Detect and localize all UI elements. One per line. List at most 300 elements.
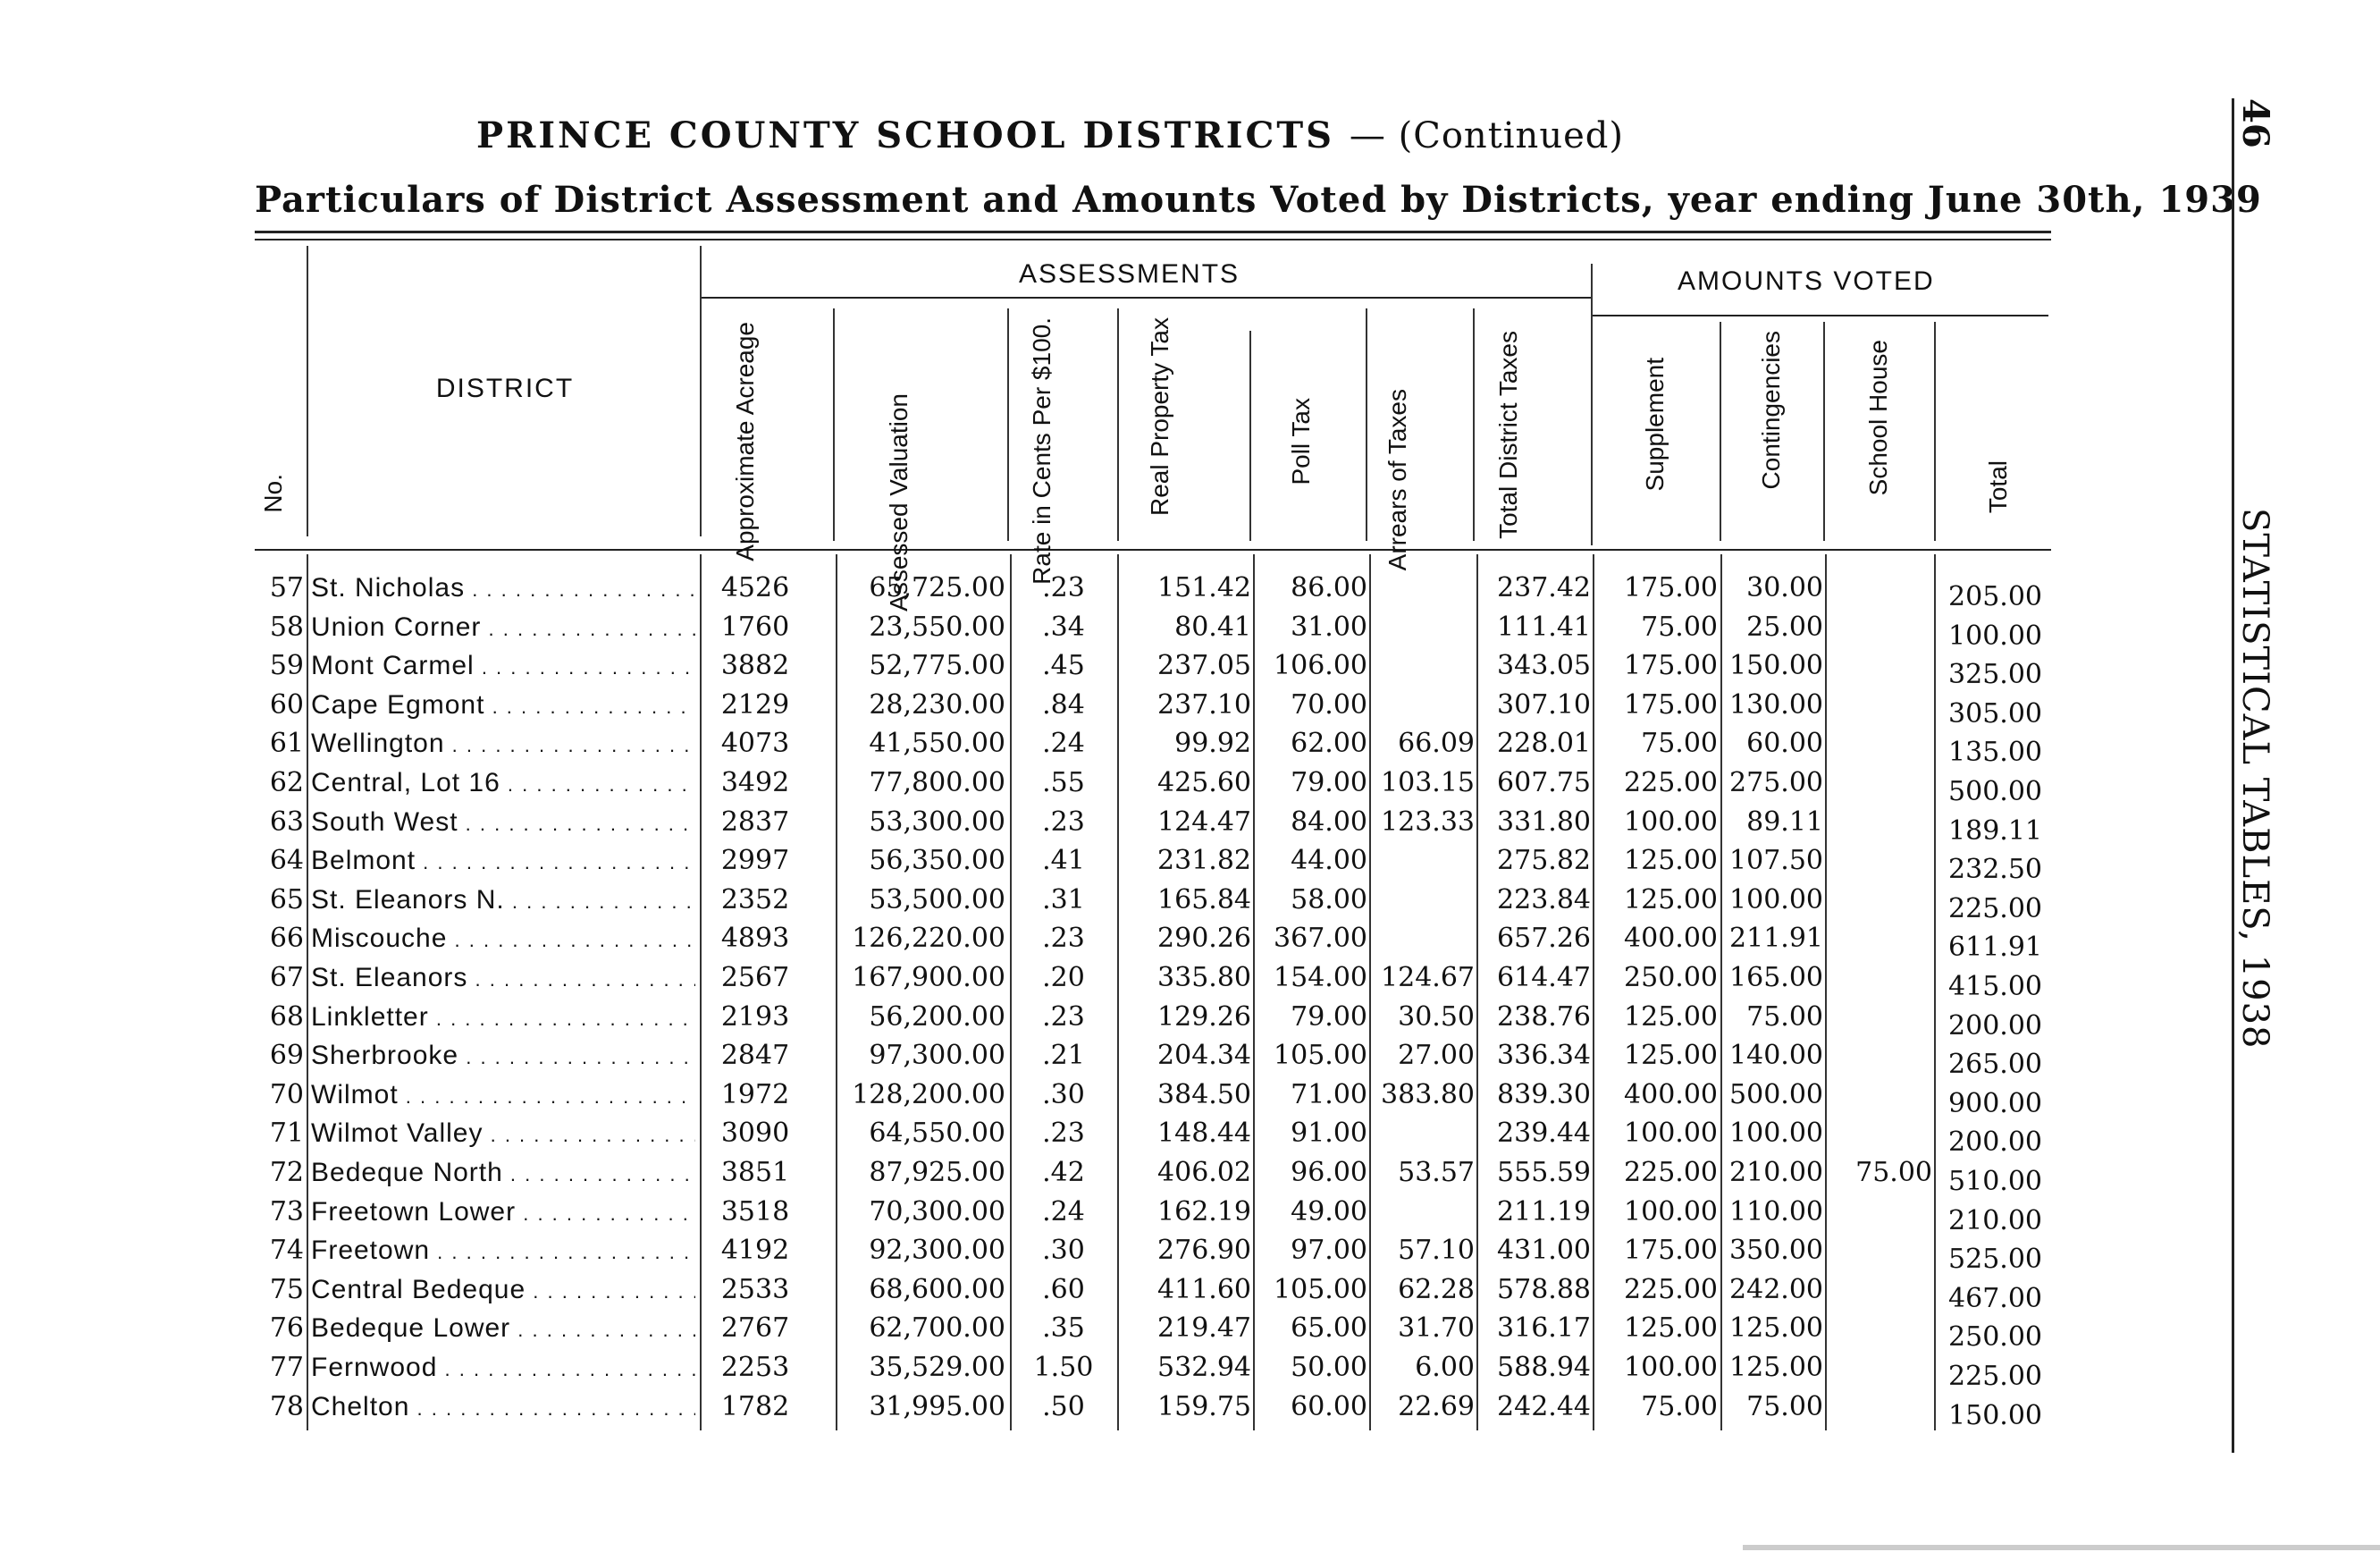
cell-real: 124.47: [1157, 806, 1251, 838]
cell-real: 384.50: [1157, 1078, 1251, 1110]
cell-supplement: 225.00: [1624, 767, 1718, 798]
cell-acreage: 3518: [720, 1195, 790, 1227]
cell-district: Central, Lot 16 . . .: [311, 763, 695, 805]
header-divider: [1591, 264, 1593, 545]
cell-valuation: 56,200.00: [869, 1000, 1005, 1033]
cell-total-taxes: 839.30: [1497, 1078, 1591, 1110]
cell-school-house: 75.00: [1855, 1157, 1932, 1188]
cell-poll: 44.00: [1291, 845, 1367, 877]
supplement-column-header: Supplement: [1641, 358, 1669, 492]
cell-poll: 70.00: [1291, 688, 1367, 721]
cell-contingencies: 75.00: [1746, 1390, 1823, 1422]
cell-district: Chelton . . .: [311, 1388, 695, 1429]
cell-valuation: 87,925.00: [869, 1157, 1005, 1188]
cell-supplement: 125.00: [1624, 883, 1718, 915]
cell-valuation: 41,550.00: [869, 728, 1005, 760]
cell-contingencies: 350.00: [1729, 1235, 1823, 1267]
cell-district: St. Nicholas . . .: [311, 569, 695, 610]
cell-total: 467.00: [1948, 1282, 2042, 1314]
cell-valuation: 128,200.00: [852, 1078, 1005, 1110]
cell-total: 510.00: [1948, 1166, 2042, 1197]
cell-no: 64: [269, 845, 304, 877]
cell-total: 611.91: [1948, 932, 2042, 964]
cell-valuation: 53,300.00: [869, 806, 1005, 838]
header-divider: [1007, 308, 1009, 541]
cell-total: 500.00: [1948, 776, 2042, 807]
page-subtitle: Particulars of District Assessment and Amounts Voted by Districts, year ending June 30th, 1939: [255, 179, 2262, 221]
cell-valuation: 167,900.00: [852, 962, 1005, 993]
cell-contingencies: 210.00: [1729, 1157, 1823, 1188]
cell-real: 151.42: [1157, 572, 1251, 603]
total-taxes-column-header: Total District Taxes: [1494, 331, 1522, 539]
cell-poll: 60.00: [1291, 1390, 1367, 1422]
cell-district: Belmont . . .: [311, 841, 695, 882]
cell-total-taxes: 588.94: [1497, 1352, 1591, 1383]
cell-supplement: 400.00: [1624, 923, 1718, 955]
cell-real: 335.80: [1157, 962, 1251, 993]
cell-contingencies: 275.00: [1729, 767, 1823, 798]
cell-real: 204.34: [1157, 1040, 1251, 1072]
cell-rate: .23: [1042, 923, 1085, 955]
cell-acreage: 1760: [720, 611, 790, 643]
table-row: [0, 724, 2056, 769]
cell-district: Central Bedeque . . .: [311, 1270, 695, 1312]
district-column-header: DISTRICT: [435, 374, 575, 403]
cell-total-taxes: 331.80: [1497, 806, 1591, 838]
cell-arrears: 22.69: [1398, 1390, 1475, 1422]
cell-acreage: 4192: [720, 1235, 790, 1267]
cell-no: 58: [269, 611, 304, 643]
table-row: [0, 763, 2056, 807]
table-row: [0, 646, 2056, 691]
cell-real: 411.60: [1157, 1273, 1251, 1305]
cell-supplement: 125.00: [1624, 1312, 1718, 1345]
cell-total: 900.00: [1948, 1087, 2042, 1119]
cell-no: 72: [269, 1157, 304, 1188]
cell-arrears: 57.10: [1398, 1235, 1475, 1267]
cell-no: 62: [269, 767, 304, 798]
cell-acreage: 1972: [720, 1078, 790, 1110]
cell-supplement: 175.00: [1624, 1235, 1718, 1267]
cell-real: 159.75: [1157, 1390, 1251, 1422]
cell-acreage: 4893: [720, 923, 790, 955]
cell-total-taxes: 242.44: [1497, 1390, 1591, 1422]
cell-total: 525.00: [1948, 1244, 2042, 1276]
cell-district: Wilmot . . .: [311, 1075, 695, 1117]
cell-total-taxes: 336.34: [1497, 1040, 1591, 1072]
cell-rate: .35: [1042, 1312, 1085, 1345]
cell-arrears: 53.57: [1398, 1157, 1475, 1188]
header-divider: [1720, 322, 1721, 541]
cell-poll: 367.00: [1274, 923, 1367, 955]
cell-rate: .45: [1042, 650, 1085, 682]
cell-rate: .23: [1042, 806, 1085, 838]
cell-district: Freetown Lower . . .: [311, 1193, 695, 1234]
rate-column-header: Rate in Cents Per $100.: [1028, 317, 1055, 585]
contingencies-column-header: Contingencies: [1757, 331, 1785, 490]
cell-district: Wellington . . .: [311, 724, 695, 765]
cell-supplement: 400.00: [1624, 1078, 1718, 1110]
cell-valuation: 31,995.00: [869, 1390, 1005, 1422]
cell-total-taxes: 239.44: [1497, 1118, 1591, 1150]
top-rule: [255, 231, 2051, 233]
cell-supplement: 100.00: [1624, 1118, 1718, 1150]
cell-valuation: 65,725.00: [869, 572, 1005, 603]
real-property-column-header: Real Property Tax: [1146, 317, 1173, 517]
cell-valuation: 77,800.00: [869, 767, 1005, 798]
cell-contingencies: 500.00: [1729, 1078, 1823, 1110]
cell-real: 219.47: [1157, 1312, 1251, 1345]
cell-total: 150.00: [1948, 1399, 2042, 1431]
cell-rate: .50: [1042, 1390, 1085, 1422]
cell-acreage: 2837: [720, 806, 790, 838]
table-row: [0, 841, 2056, 886]
cell-contingencies: 25.00: [1746, 611, 1823, 643]
cell-poll: 71.00: [1291, 1078, 1367, 1110]
cell-no: 60: [269, 688, 304, 721]
cell-total: 305.00: [1948, 697, 2042, 730]
cell-acreage: 2767: [720, 1312, 790, 1345]
cell-no: 71: [269, 1118, 304, 1150]
cell-contingencies: 60.00: [1746, 728, 1823, 760]
cell-arrears: 103.15: [1381, 767, 1475, 798]
cell-no: 65: [269, 883, 304, 915]
assessments-group-header: ASSESSMENTS: [1019, 259, 1240, 289]
cell-contingencies: 125.00: [1729, 1312, 1823, 1345]
cell-arrears: 123.33: [1381, 806, 1475, 838]
cell-district: Bedeque North . . .: [311, 1153, 695, 1194]
cell-poll: 79.00: [1291, 1000, 1367, 1033]
cell-rate: 1.50: [1033, 1352, 1094, 1383]
cell-contingencies: 30.00: [1746, 572, 1823, 603]
cell-poll: 58.00: [1291, 883, 1367, 915]
no-column-header: No.: [259, 474, 287, 513]
cell-real: 237.10: [1157, 688, 1251, 721]
cell-real: 290.26: [1157, 923, 1251, 955]
cell-supplement: 75.00: [1641, 1390, 1718, 1422]
cell-real: 129.26: [1157, 1000, 1251, 1033]
cell-real: 276.90: [1157, 1235, 1251, 1267]
cell-acreage: 4526: [720, 572, 790, 603]
cell-supplement: 175.00: [1624, 688, 1718, 721]
cell-total: 415.00: [1948, 971, 2042, 1002]
cell-total-taxes: 657.26: [1497, 923, 1591, 955]
cell-rate: .21: [1042, 1040, 1085, 1072]
cell-district: Miscouche . . .: [311, 919, 695, 960]
cell-no: 74: [269, 1235, 304, 1267]
cell-total-taxes: 578.88: [1497, 1273, 1591, 1305]
cell-contingencies: 211.91: [1729, 923, 1823, 955]
cell-arrears: 66.09: [1398, 728, 1475, 760]
cell-supplement: 225.00: [1624, 1273, 1718, 1305]
cell-district: Mont Carmel . . .: [311, 646, 695, 687]
cell-total-taxes: 614.47: [1497, 962, 1591, 993]
cell-arrears: 62.28: [1398, 1273, 1475, 1305]
cell-arrears: 30.50: [1398, 1000, 1475, 1033]
cell-poll: 105.00: [1274, 1040, 1367, 1072]
table-row: [0, 1270, 2056, 1314]
cell-poll: 106.00: [1274, 650, 1367, 682]
scan-edge: [1743, 1545, 2380, 1550]
cell-supplement: 175.00: [1624, 650, 1718, 682]
page-number: 46: [2234, 98, 2276, 148]
cell-arrears: 383.80: [1381, 1078, 1475, 1110]
cell-real: 148.44: [1157, 1118, 1251, 1150]
header-bottom-rule: [255, 549, 2051, 551]
cell-poll: 105.00: [1274, 1273, 1367, 1305]
cell-supplement: 250.00: [1624, 962, 1718, 993]
cell-acreage: 2997: [720, 845, 790, 877]
cell-total-taxes: 607.75: [1497, 767, 1591, 798]
title-suffix: — (Continued): [1349, 115, 1624, 156]
cell-poll: 84.00: [1291, 806, 1367, 838]
header-divider: [1366, 308, 1367, 541]
cell-contingencies: 140.00: [1729, 1040, 1823, 1072]
cell-district: Linkletter . . .: [311, 998, 695, 1039]
cell-district: Cape Egmont . . .: [311, 686, 695, 727]
amounts-voted-group-header: AMOUNTS VOTED: [1678, 266, 1935, 296]
cell-no: 78: [269, 1390, 304, 1422]
cell-valuation: 56,350.00: [869, 845, 1005, 877]
cell-district: Bedeque Lower . . .: [311, 1309, 695, 1350]
cell-supplement: 100.00: [1624, 1352, 1718, 1383]
cell-acreage: 2129: [720, 688, 790, 721]
cell-real: 532.94: [1157, 1352, 1251, 1383]
cell-valuation: 52,775.00: [869, 650, 1005, 682]
title-main: PRINCE COUNTY SCHOOL DISTRICTS: [476, 114, 1334, 156]
cell-valuation: 62,700.00: [869, 1312, 1005, 1345]
cell-rate: .41: [1042, 845, 1085, 877]
side-header: [2234, 98, 2276, 1082]
header-divider: [1473, 308, 1475, 541]
cell-real: 80.41: [1174, 611, 1251, 643]
cell-supplement: 225.00: [1624, 1157, 1718, 1188]
cell-total: 100.00: [1948, 620, 2042, 652]
cell-total-taxes: 431.00: [1497, 1235, 1591, 1267]
valuation-column-header: Assessed Valuation: [885, 393, 912, 612]
cell-contingencies: 125.00: [1729, 1352, 1823, 1383]
header-divider: [1823, 322, 1825, 541]
cell-contingencies: 75.00: [1746, 1000, 1823, 1033]
cell-no: 68: [269, 1000, 304, 1033]
table-row: [0, 881, 2056, 924]
table-row: [0, 803, 2056, 847]
cell-no: 69: [269, 1040, 304, 1072]
cell-district: Wilmot Valley . . .: [311, 1114, 695, 1155]
cell-acreage: 3492: [720, 767, 790, 798]
cell-total: 189.11: [1948, 814, 2042, 847]
cell-acreage: 2253: [720, 1352, 790, 1383]
cell-supplement: 100.00: [1624, 1195, 1718, 1227]
table-row: [0, 998, 2056, 1042]
acreage-column-header: Approximate Acreage: [731, 322, 759, 561]
cell-no: 73: [269, 1195, 304, 1227]
total-column-header: Total: [1984, 460, 2012, 514]
cell-district: Union Corner . . .: [311, 608, 695, 649]
cell-supplement: 75.00: [1641, 728, 1718, 760]
cell-total: 200.00: [1948, 1009, 2042, 1042]
cell-supplement: 125.00: [1624, 1040, 1718, 1072]
cell-rate: .34: [1042, 611, 1085, 643]
cell-rate: .24: [1042, 728, 1085, 760]
cell-acreage: 2352: [720, 883, 790, 915]
table-row: [0, 1309, 2056, 1354]
header-divider: [1934, 322, 1936, 541]
cell-poll: 154.00: [1274, 962, 1367, 993]
cell-valuation: 35,529.00: [869, 1352, 1005, 1383]
cell-acreage: 4073: [720, 728, 790, 760]
cell-rate: .20: [1042, 962, 1085, 993]
cell-total-taxes: 228.01: [1497, 728, 1591, 760]
cell-valuation: 64,550.00: [869, 1118, 1005, 1150]
cell-contingencies: 242.00: [1729, 1273, 1823, 1305]
cell-poll: 62.00: [1291, 728, 1367, 760]
cell-rate: .84: [1042, 688, 1085, 721]
cell-rate: .23: [1042, 1000, 1085, 1033]
cell-total: 210.00: [1948, 1204, 2042, 1236]
cell-total: 232.50: [1948, 854, 2042, 886]
cell-poll: 97.00: [1291, 1235, 1367, 1267]
cell-district: St. Eleanors . . .: [311, 958, 695, 1000]
cell-acreage: 2193: [720, 1000, 790, 1033]
cell-acreage: 1782: [720, 1390, 790, 1422]
cell-total-taxes: 275.82: [1497, 845, 1591, 877]
cell-acreage: 3882: [720, 650, 790, 682]
cell-real: 237.05: [1157, 650, 1251, 682]
table-row: [0, 569, 2056, 612]
cell-no: 57: [269, 572, 304, 603]
cell-rate: .24: [1042, 1195, 1085, 1227]
cell-real: 99.92: [1174, 728, 1251, 760]
cell-arrears: 124.67: [1381, 962, 1475, 993]
cell-poll: 91.00: [1291, 1118, 1367, 1150]
table-row: [0, 1114, 2056, 1159]
cell-supplement: 75.00: [1641, 611, 1718, 643]
page-title: [250, 114, 1850, 156]
cell-real: 165.84: [1157, 883, 1251, 915]
cell-total-taxes: 111.41: [1497, 611, 1591, 643]
cell-rate: .23: [1042, 1118, 1085, 1150]
table-row: [0, 608, 2056, 652]
cell-total-taxes: 555.59: [1497, 1157, 1591, 1188]
cell-total-taxes: 316.17: [1497, 1312, 1591, 1345]
table-row: [0, 958, 2056, 1002]
table-row: [0, 1036, 2056, 1081]
cell-no: 61: [269, 728, 304, 760]
cell-total: 225.00: [1948, 1361, 2042, 1392]
cell-real: 406.02: [1157, 1157, 1251, 1188]
cell-supplement: 175.00: [1624, 572, 1718, 603]
cell-total-taxes: 307.10: [1497, 688, 1591, 721]
cell-total-taxes: 211.19: [1497, 1195, 1591, 1227]
header-divider: [833, 308, 835, 541]
cell-arrears: 31.70: [1398, 1312, 1475, 1345]
cell-valuation: 28,230.00: [869, 688, 1005, 721]
cell-rate: .31: [1042, 883, 1085, 915]
cell-real: 231.82: [1157, 845, 1251, 877]
running-title: STATISTICAL TABLES, 1938: [2234, 508, 2275, 1050]
cell-rate: .30: [1042, 1235, 1085, 1267]
cell-district: Fernwood . . .: [311, 1348, 695, 1389]
cell-district: Freetown . . .: [311, 1231, 695, 1272]
cell-rate: .23: [1042, 572, 1085, 603]
cell-contingencies: 150.00: [1729, 650, 1823, 682]
school-house-column-header: School House: [1864, 340, 1892, 496]
table-row: [0, 1388, 2056, 1431]
cell-valuation: 23,550.00: [869, 611, 1005, 643]
cell-rate: .55: [1042, 767, 1085, 798]
poll-tax-column-header: Poll Tax: [1287, 398, 1315, 485]
cell-acreage: 2533: [720, 1273, 790, 1305]
cell-poll: 79.00: [1291, 767, 1367, 798]
cell-total: 205.00: [1948, 581, 2042, 612]
table-row: [0, 1153, 2056, 1197]
cell-poll: 50.00: [1291, 1352, 1367, 1383]
cell-supplement: 125.00: [1624, 1000, 1718, 1033]
cell-district: St. Eleanors N. . . .: [311, 881, 695, 922]
table-row: [0, 919, 2056, 964]
top-rule-thin: [255, 239, 2051, 240]
cell-poll: 31.00: [1291, 611, 1367, 643]
cell-district: South West . . .: [311, 803, 695, 844]
cell-valuation: 68,600.00: [869, 1273, 1005, 1305]
assessments-rule: [702, 297, 1591, 299]
cell-acreage: 3851: [720, 1157, 790, 1188]
cell-supplement: 125.00: [1624, 845, 1718, 877]
cell-no: 77: [269, 1352, 304, 1383]
cell-valuation: 53,500.00: [869, 883, 1005, 915]
cell-real: 162.19: [1157, 1195, 1251, 1227]
cell-total: 225.00: [1948, 892, 2042, 924]
cell-rate: .42: [1042, 1157, 1085, 1188]
cell-total-taxes: 223.84: [1497, 883, 1591, 915]
cell-arrears: 27.00: [1398, 1040, 1475, 1072]
header-divider: [1249, 331, 1251, 541]
cell-contingencies: 100.00: [1729, 883, 1823, 915]
cell-arrears: 6.00: [1415, 1352, 1475, 1383]
table-row: [0, 686, 2056, 730]
cell-acreage: 2567: [720, 962, 790, 993]
cell-supplement: 100.00: [1624, 806, 1718, 838]
cell-total: 325.00: [1948, 659, 2042, 691]
cell-no: 67: [269, 962, 304, 993]
amounts-voted-rule: [1593, 315, 2048, 316]
cell-valuation: 92,300.00: [869, 1235, 1005, 1267]
cell-total-taxes: 238.76: [1497, 1000, 1591, 1033]
cell-no: 66: [269, 923, 304, 955]
table-row: [0, 1348, 2056, 1392]
cell-total: 135.00: [1948, 737, 2042, 769]
cell-contingencies: 100.00: [1729, 1118, 1823, 1150]
table-row: [0, 1075, 2056, 1119]
cell-valuation: 97,300.00: [869, 1040, 1005, 1072]
cell-no: 75: [269, 1273, 304, 1305]
cell-real: 425.60: [1157, 767, 1251, 798]
cell-total: 265.00: [1948, 1049, 2042, 1081]
cell-acreage: 2847: [720, 1040, 790, 1072]
cell-no: 70: [269, 1078, 304, 1110]
cell-contingencies: 130.00: [1729, 688, 1823, 721]
table-row: [0, 1193, 2056, 1236]
cell-total-taxes: 237.42: [1497, 572, 1591, 603]
cell-total-taxes: 343.05: [1497, 650, 1591, 682]
table-row: [0, 1231, 2056, 1276]
cell-poll: 65.00: [1291, 1312, 1367, 1345]
cell-contingencies: 110.00: [1729, 1195, 1823, 1227]
cell-contingencies: 89.11: [1746, 806, 1823, 838]
cell-acreage: 3090: [720, 1118, 790, 1150]
cell-total: 200.00: [1948, 1126, 2042, 1159]
